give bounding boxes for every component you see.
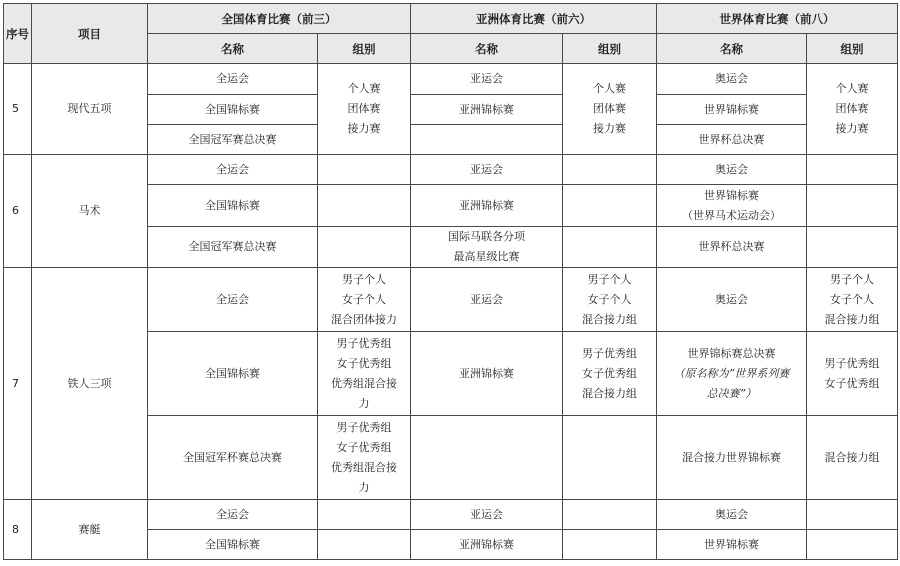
world-comp: 奥运会 bbox=[657, 155, 807, 185]
world-groups-empty bbox=[807, 530, 898, 560]
national-comp: 全运会 bbox=[148, 268, 318, 332]
world-comp: 世界杯总决赛 bbox=[657, 227, 807, 268]
asian-comp: 亚运会 bbox=[411, 500, 563, 530]
header-item: 项目 bbox=[32, 4, 148, 64]
world-comp: 世界锦标赛 （世界马术运动会） bbox=[657, 185, 807, 227]
world-groups-empty bbox=[807, 185, 898, 227]
item-cell: 赛艇 bbox=[32, 500, 148, 560]
asian-groups-empty bbox=[563, 530, 657, 560]
national-groups-empty bbox=[318, 155, 411, 185]
asian-comp: 亚洲锦标赛 bbox=[411, 95, 563, 125]
national-groups-empty bbox=[318, 500, 411, 530]
national-groups-empty bbox=[318, 185, 411, 227]
national-groups: 男子优秀组 女子优秀组 优秀组混合接 力 bbox=[318, 332, 411, 416]
asian-groups-empty bbox=[563, 500, 657, 530]
header-national: 全国体育比赛（前三） bbox=[148, 4, 411, 34]
world-comp: 世界杯总决赛 bbox=[657, 125, 807, 155]
header-seq: 序号 bbox=[4, 4, 32, 64]
asian-groups-empty bbox=[563, 185, 657, 227]
national-comp: 全国冠军杯赛总决赛 bbox=[148, 416, 318, 500]
national-comp: 全运会 bbox=[148, 64, 318, 95]
header-asian-name: 名称 bbox=[411, 34, 563, 64]
asian-comp-empty bbox=[411, 416, 563, 500]
national-groups-empty bbox=[318, 530, 411, 560]
national-comp: 全运会 bbox=[148, 500, 318, 530]
asian-comp: 亚运会 bbox=[411, 155, 563, 185]
national-comp: 全国锦标赛 bbox=[148, 185, 318, 227]
header-asian-group: 组别 bbox=[563, 34, 657, 64]
asian-comp: 亚洲锦标赛 bbox=[411, 332, 563, 416]
national-comp: 全国锦标赛 bbox=[148, 95, 318, 125]
header-world: 世界体育比赛（前八） bbox=[657, 4, 898, 34]
national-comp: 全运会 bbox=[148, 155, 318, 185]
world-comp: 奥运会 bbox=[657, 268, 807, 332]
table-row bbox=[4, 268, 898, 332]
item-cell: 马术 bbox=[32, 155, 148, 268]
seq-cell: 5 bbox=[4, 64, 32, 155]
world-groups-empty bbox=[807, 155, 898, 185]
table-row bbox=[4, 500, 898, 530]
asian-groups-empty bbox=[563, 416, 657, 500]
item-cell: 铁人三项 bbox=[32, 268, 148, 500]
asian-comp-empty bbox=[411, 125, 563, 155]
sports-competition-table bbox=[3, 3, 898, 560]
national-comp: 全国冠军赛总决赛 bbox=[148, 227, 318, 268]
asian-comp: 亚运会 bbox=[411, 268, 563, 332]
header-world-name: 名称 bbox=[657, 34, 807, 64]
world-groups: 男子优秀组 女子优秀组 bbox=[807, 332, 898, 416]
table-row bbox=[4, 64, 898, 95]
asian-groups: 男子优秀组 女子优秀组 混合接力组 bbox=[563, 332, 657, 416]
asian-comp: 国际马联各分项 最高星级比赛 bbox=[411, 227, 563, 268]
world-groups: 男子个人 女子个人 混合接力组 bbox=[807, 268, 898, 332]
world-groups: 个人赛 团体赛 接力赛 bbox=[807, 64, 898, 155]
world-comp: 奥运会 bbox=[657, 64, 807, 95]
header-national-name: 名称 bbox=[148, 34, 318, 64]
asian-comp: 亚洲锦标赛 bbox=[411, 185, 563, 227]
world-comp: 奥运会 bbox=[657, 500, 807, 530]
world-groups-empty bbox=[807, 500, 898, 530]
world-groups-empty bbox=[807, 227, 898, 268]
national-groups: 个人赛 团体赛 接力赛 bbox=[318, 64, 411, 155]
national-comp: 全国锦标赛 bbox=[148, 530, 318, 560]
seq-cell: 6 bbox=[4, 155, 32, 268]
table-row bbox=[4, 155, 898, 185]
national-groups-empty bbox=[318, 227, 411, 268]
world-comp: 混合接力世界锦标赛 bbox=[657, 416, 807, 500]
header-world-group: 组别 bbox=[807, 34, 898, 64]
asian-groups: 个人赛 团体赛 接力赛 bbox=[563, 64, 657, 155]
world-groups: 混合接力组 bbox=[807, 416, 898, 500]
asian-groups-empty bbox=[563, 155, 657, 185]
header-asian: 亚洲体育比赛（前六） bbox=[411, 4, 657, 34]
asian-groups: 男子个人 女子个人 混合接力组 bbox=[563, 268, 657, 332]
world-comp: 世界锦标赛 bbox=[657, 530, 807, 560]
seq-cell: 7 bbox=[4, 268, 32, 500]
world-comp: 世界锦标赛总决赛 （原名称为”世界系列赛 总决赛”） bbox=[657, 332, 807, 416]
world-comp: 世界锦标赛 bbox=[657, 95, 807, 125]
asian-comp: 亚运会 bbox=[411, 64, 563, 95]
national-groups: 男子个人 女子个人 混合团体接力 bbox=[318, 268, 411, 332]
national-groups: 男子优秀组 女子优秀组 优秀组混合接 力 bbox=[318, 416, 411, 500]
header-national-group: 组别 bbox=[318, 34, 411, 64]
item-cell: 现代五项 bbox=[32, 64, 148, 155]
asian-comp: 亚洲锦标赛 bbox=[411, 530, 563, 560]
seq-cell: 8 bbox=[4, 500, 32, 560]
asian-groups-empty bbox=[563, 227, 657, 268]
national-comp: 全国锦标赛 bbox=[148, 332, 318, 416]
national-comp: 全国冠军赛总决赛 bbox=[148, 125, 318, 155]
